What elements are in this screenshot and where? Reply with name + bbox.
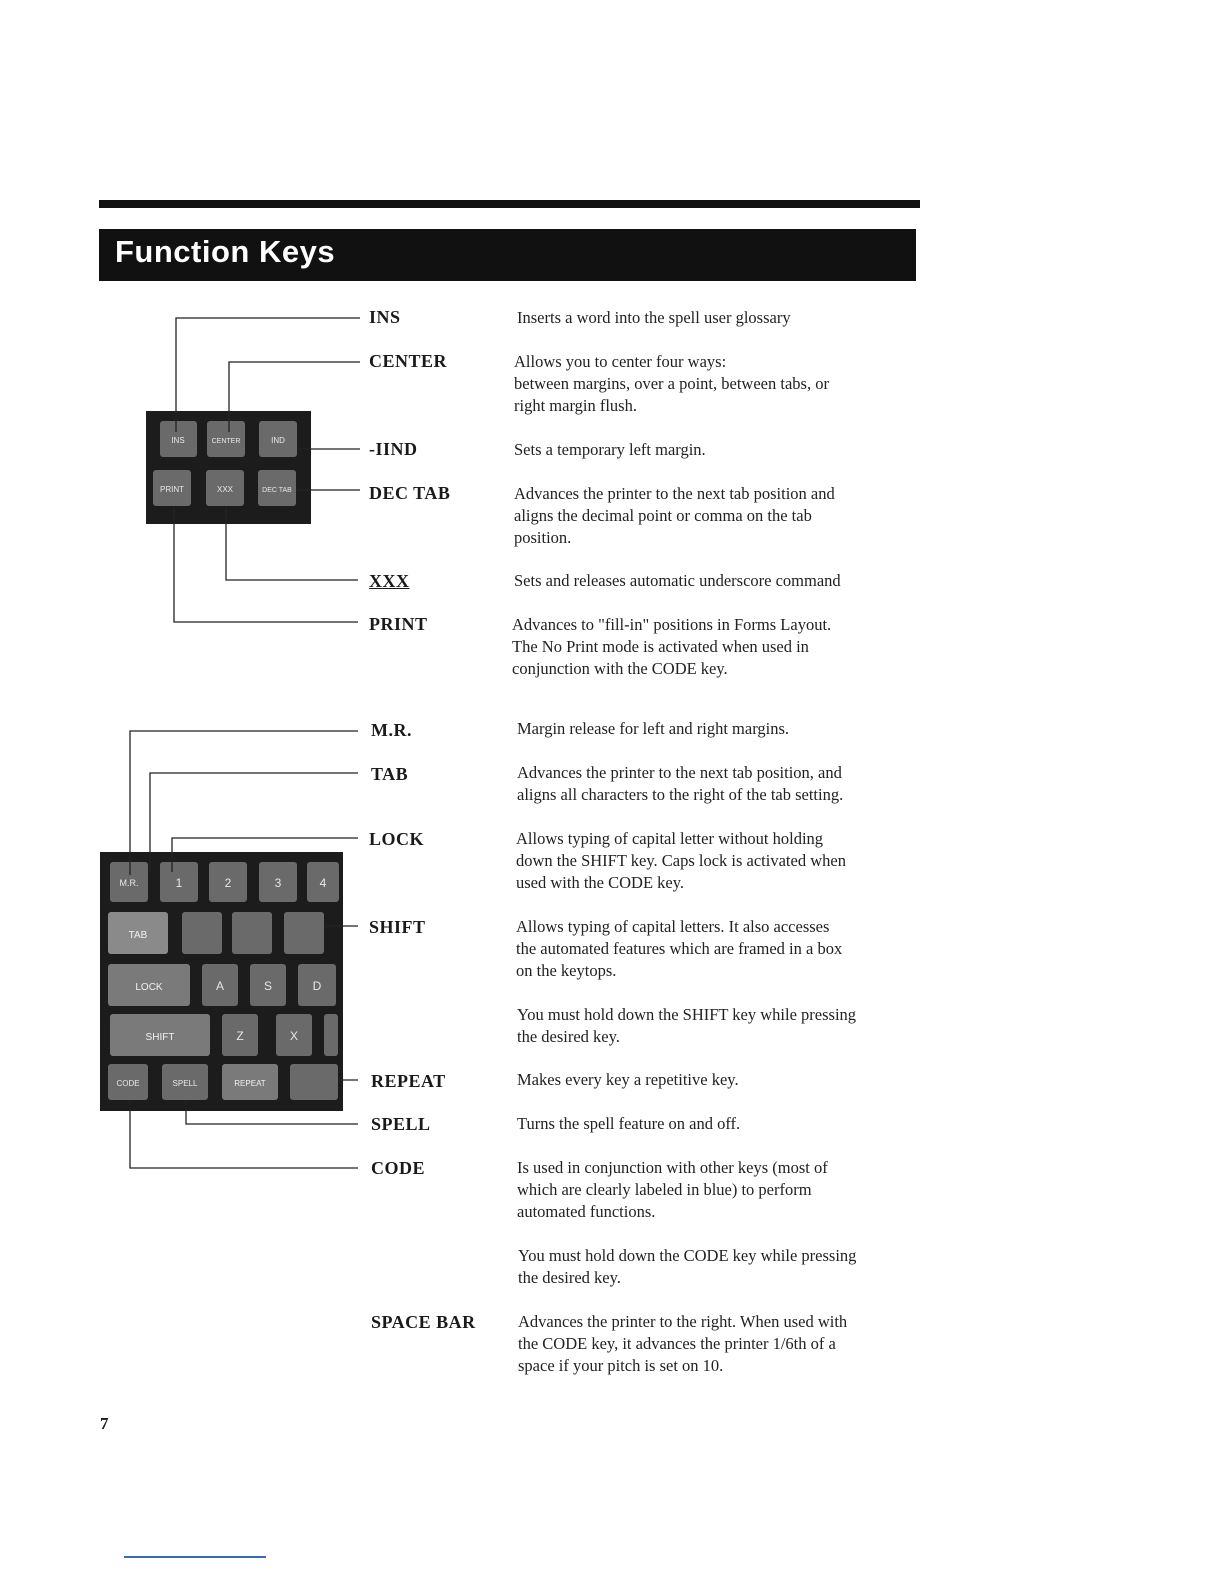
keycap-code: [108, 1064, 148, 1100]
svg-text:1: 1: [175, 876, 183, 890]
keycap-xxx: [206, 470, 244, 506]
note-shift: You must hold down the SHIFT key while pressing the desired key.: [517, 1005, 857, 1046]
keycap-lock: [108, 964, 190, 1006]
keycap-ind: [259, 421, 297, 457]
key-label-dec-tab: DEC TAB: [369, 483, 451, 503]
key-label-space-bar: SPACE BAR: [371, 1312, 476, 1332]
key-label-xxx: XXX: [369, 571, 410, 591]
desc-dec-tab: Advances the printer to the next tab position and aligns the decimal point or comma on the tab position.: [514, 484, 835, 547]
key-label-code: CODE: [371, 1158, 426, 1178]
key-label-shift: SHIFT: [369, 917, 426, 937]
keycap-z: [222, 1014, 258, 1056]
page-number: 7: [100, 1414, 109, 1433]
svg-text:SHIFT: SHIFT: [145, 1032, 175, 1043]
desc-tab: Advances the printer to the next tab position, and aligns all characters to the right of the tab setting.: [517, 763, 844, 804]
keycap-print: [153, 470, 191, 506]
key-label-repeat: REPEAT: [371, 1071, 446, 1091]
desc-code: Is used in conjunction with other keys (most of which are clearly labeled in blue) to perform automated functions.: [517, 1158, 828, 1221]
keycap-mr: [110, 862, 148, 902]
keycap-spell: [162, 1064, 208, 1100]
desc-center: Allows you to center four ways: between margins, over a point, between tabs, or right margin flush.: [514, 352, 829, 415]
keycap-3: [259, 862, 297, 902]
svg-text:SPELL: SPELL: [172, 1079, 198, 1088]
desc-print: Advances to "fill-in" positions in Forms Layout. The No Print mode is activated when used in conjunction with the CODE key.: [512, 615, 832, 678]
svg-text:S: S: [263, 979, 273, 993]
svg-text:XXX: XXX: [216, 485, 234, 494]
keycap-ins: [160, 421, 197, 457]
desc-ind: Sets a temporary left margin.: [514, 440, 706, 459]
keycap-shift: [110, 1014, 210, 1056]
keycap-center: [207, 421, 245, 457]
desc-lock: Allows typing of capital letter without holding down the SHIFT key. Caps lock is activated when used with the CODE key.: [516, 829, 846, 892]
keycap-1: [160, 862, 198, 902]
note-code: You must hold down the CODE key while pressing the desired key.: [518, 1246, 857, 1287]
keycap-a: [202, 964, 238, 1006]
footer-rule: [124, 1556, 266, 1558]
svg-text:4: 4: [319, 876, 327, 890]
keycap-x: [276, 1014, 312, 1056]
svg-text:LOCK: LOCK: [135, 982, 163, 993]
key-label-spell: SPELL: [371, 1114, 431, 1134]
svg-text:IND: IND: [271, 436, 285, 445]
keycap-dec-tab: [258, 470, 296, 506]
desc-shift: Allows typing of capital letters. It also accesses the automated features which are framed in a box on the keytops.: [516, 917, 843, 980]
svg-text:CENTER: CENTER: [211, 438, 241, 445]
desc-xxx: Sets and releases automatic underscore command: [514, 571, 841, 590]
svg-text:TAB: TAB: [128, 930, 148, 941]
svg-text:X: X: [289, 1029, 299, 1043]
keycap-repeat: [222, 1064, 278, 1100]
svg-text:2: 2: [224, 876, 232, 890]
key-label-lock: LOCK: [369, 829, 425, 849]
key-label-mr: M.R.: [371, 720, 412, 740]
key-label-print: PRINT: [369, 614, 428, 634]
page-title: Function Keys: [115, 234, 336, 269]
svg-text:REPEAT: REPEAT: [234, 1079, 266, 1088]
desc-ins: Inserts a word into the spell user glossary: [517, 308, 791, 327]
key-label-center: CENTER: [369, 351, 448, 371]
svg-text:D: D: [312, 979, 322, 993]
svg-text:Z: Z: [236, 1029, 244, 1043]
keycap-s: [250, 964, 286, 1006]
keycap-d: [298, 964, 336, 1006]
desc-repeat: Makes every key a repetitive key.: [517, 1070, 739, 1089]
desc-space-bar: Advances the printer to the right. When used with the CODE key, it advances the printer 1/6th of a space if your pitch is set on 10.: [518, 1312, 848, 1375]
svg-text:M.R.: M.R.: [119, 878, 139, 888]
key-label-ins: INS: [369, 307, 401, 327]
keycap-2: [209, 862, 247, 902]
svg-text:CODE: CODE: [116, 1079, 140, 1088]
svg-text:3: 3: [274, 876, 282, 890]
svg-text:DEC TAB: DEC TAB: [262, 487, 292, 494]
keycap-tab: [108, 912, 168, 954]
svg-text:PRINT: PRINT: [160, 485, 184, 494]
keycap-4: [307, 862, 339, 902]
desc-spell: Turns the spell feature on and off.: [517, 1114, 741, 1133]
svg-text:A: A: [215, 979, 225, 993]
desc-mr: Margin release for left and right margins.: [517, 719, 790, 738]
key-label-ind: -IIND: [369, 439, 418, 459]
svg-text:INS: INS: [171, 436, 185, 445]
keyboard-bottom-illustration: [100, 852, 343, 1111]
key-label-tab: TAB: [371, 764, 409, 784]
